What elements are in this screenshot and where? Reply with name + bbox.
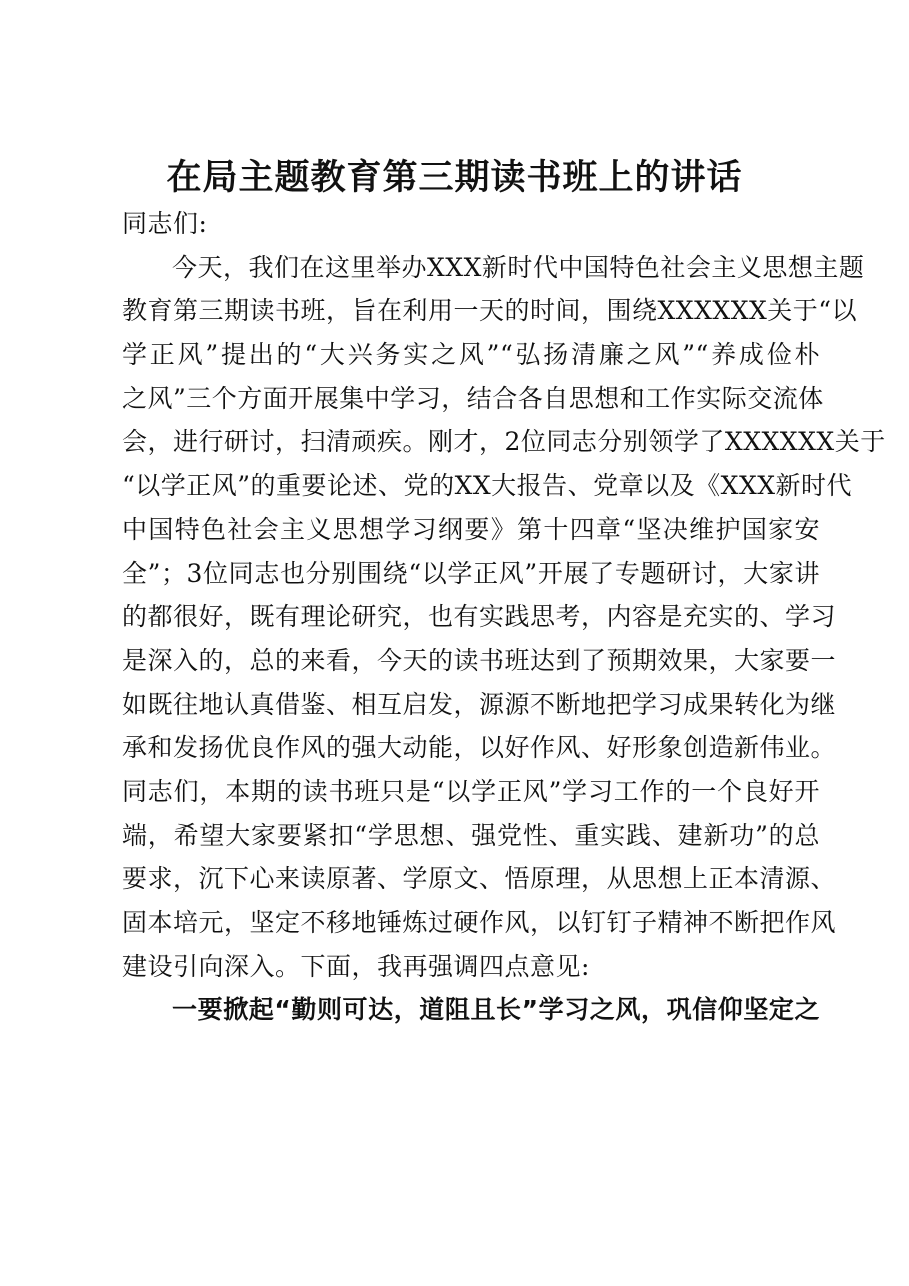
salutation: 同志们:	[122, 209, 208, 238]
paragraph-line: 承和发扬优良作风的强大动能，以好作风、好形象创造新伟业。	[122, 733, 837, 763]
paragraph-line: “以学正风”的重要论述、党的XX大报告、党章以及《XXX新时代	[122, 471, 853, 501]
document-title: 在局主题教育第三期读书班上的讲话	[166, 157, 743, 198]
paragraph-line: 之风”三个方面开展集中学习，结合各自思想和工作实际交流体	[122, 383, 824, 413]
paragraph-line: 固本培元，坚定不移地锤炼过硬作风，以钉钉子精神不断把作风	[122, 908, 837, 937]
paragraph-line: 端，希望大家要紧扣“学思想、强党性、重实践、建新功”的总	[122, 820, 820, 850]
document-body	[122, 202, 886, 1032]
section-heading: 一要掀起“勤则可达，道阻且长”学习之风，巩信仰坚定之	[172, 995, 820, 1025]
paragraph-line: 如既往地认真借鉴、相互启发，源源不断地把学习成果转化为继	[122, 689, 837, 719]
paragraph-line: 会，进行研讨，扫清顽疾。刚才，2位同志分别领学了XXXXXX关于	[122, 427, 886, 457]
paragraph-line: 教育第三期读书班，旨在利用一天的时间，围绕XXXXXX关于“以	[122, 296, 858, 326]
paragraph-line: 中国特色社会主义思想学习纲要》第十四章“坚决维护国家安	[122, 514, 820, 544]
paragraph-line: 的都很好，既有理论研究，也有实践思考，内容是充实的、学习	[122, 602, 837, 632]
paragraph-line: 学正风”提出的“大兴务实之风”“弘扬清廉之风”“养成俭朴	[122, 340, 820, 370]
paragraph-line: 全”；3位同志也分别围绕“以学正风”开展了专题研讨，大家讲	[122, 558, 820, 588]
paragraph-line: 同志们，本期的读书班只是“以学正风”学习工作的一个良好开	[122, 776, 820, 806]
paragraph-line: 建设引向深入。下面，我再强调四点意见:	[122, 951, 590, 981]
paragraph-line: 是深入的，总的来看，今天的读书班达到了预期效果，大家要一	[122, 645, 837, 675]
paragraph-line: 要求，沉下心来读原著、学原文、悟原理，从思想上正本清源、	[122, 864, 837, 894]
paragraph-line: 今天，我们在这里举办XXX新时代中国特色社会主义思想主题	[172, 252, 865, 282]
